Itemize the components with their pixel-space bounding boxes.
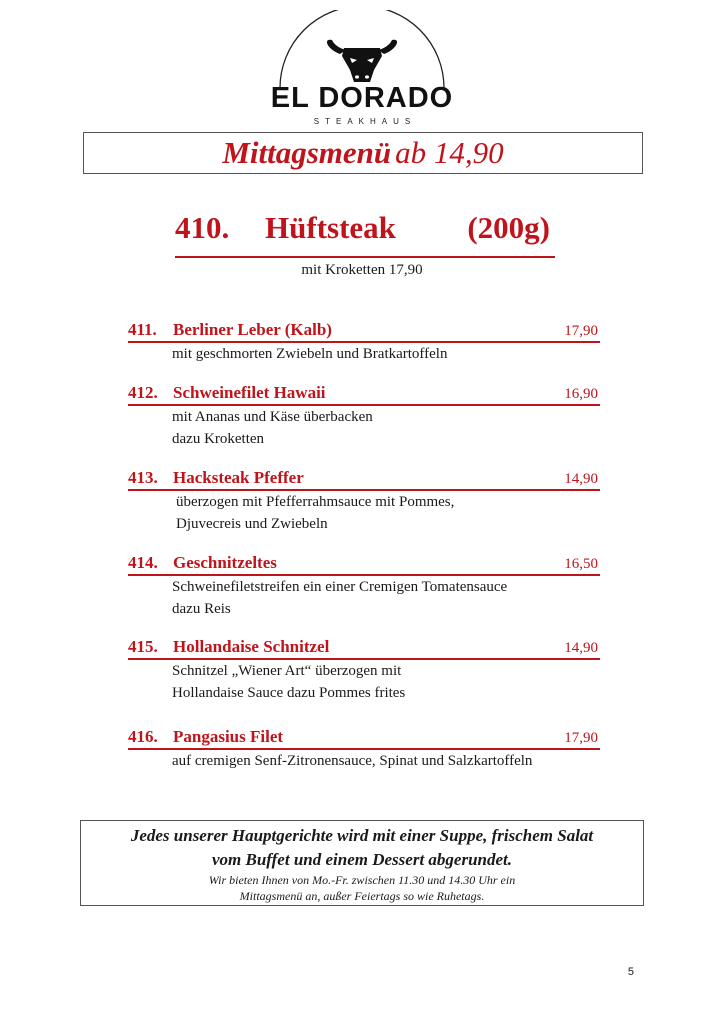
hero-dish-number: 410.	[175, 210, 230, 245]
footer-note-box	[80, 820, 644, 906]
menu-title-box	[83, 132, 643, 174]
menu-item-price: 16,50	[564, 556, 598, 572]
menu-item-price: 14,90	[564, 471, 598, 487]
menu-item-name: Schweinefilet Hawaii	[173, 383, 326, 402]
menu-item-description: überzogen mit Pfefferrahmsauce mit Pommes,	[176, 494, 455, 510]
menu-item	[128, 634, 600, 704]
menu-item-description: Hollandaise Sauce dazu Pommes frites	[172, 685, 406, 701]
logo-subtitle: STEAKHAUS	[313, 117, 417, 126]
menu-item-heading	[128, 634, 600, 660]
menu-item-price: 17,90	[564, 323, 598, 339]
restaurant-logo	[0, 0, 724, 135]
bull-head-icon	[262, 10, 462, 90]
menu-item	[128, 380, 600, 450]
menu-title: Mittagsmenü	[222, 135, 392, 170]
menu-item-price: 16,90	[564, 386, 598, 402]
menu-item-heading	[128, 724, 600, 750]
hero-dish-name: Hüftsteak	[265, 210, 396, 245]
menu-item-description: mit geschmorten Zwiebeln und Bratkartoffeln	[172, 346, 448, 362]
menu-item-description: mit Ananas und Käse überbacken	[172, 409, 373, 425]
footer-note-line: vom Buffet und einem Dessert abgerundet.	[211, 850, 513, 869]
footer-note-line: Jedes unserer Hauptgerichte wird mit einer Suppe, frischem Salat	[130, 826, 594, 845]
hero-dish-heading	[175, 210, 555, 258]
menu-item-name: Hollandaise Schnitzel	[173, 637, 330, 656]
menu-item-description: Djuvecreis und Zwiebeln	[176, 516, 328, 532]
menu-item-number: 412.	[128, 383, 158, 402]
page-number: 5	[627, 966, 634, 978]
footer-note-small: Wir bieten Ihnen von Mo.-Fr. zwischen 11.30 und 14.30 Uhr ein	[208, 873, 516, 887]
menu-item	[128, 465, 600, 535]
hero-dish-size: (200g)	[467, 210, 550, 245]
menu-item-price: 14,90	[564, 640, 598, 656]
menu-item-heading	[128, 465, 600, 491]
menu-item-description: dazu Kroketten	[172, 431, 265, 447]
menu-item-number: 413.	[128, 468, 158, 487]
menu-item-description: Schweinefiletstreifen ein einer Cremigen Tomatensauce	[172, 579, 508, 595]
menu-item-price: 17,90	[564, 730, 598, 746]
menu-item-description: Schnitzel „Wiener Art“ überzogen mit	[172, 663, 402, 679]
menu-item-name: Geschnitzeltes	[173, 553, 277, 572]
footer-note-small: Mittagsmenü an, außer Feiertags so wie Ruhetags.	[239, 889, 485, 903]
menu-item-name: Pangasius Filet	[173, 727, 284, 746]
menu-item-name: Hacksteak Pfeffer	[173, 468, 304, 487]
logo-name: EL DORADO	[270, 82, 454, 114]
menu-item-number: 411.	[128, 320, 157, 339]
menu-item	[128, 550, 600, 620]
menu-item-description: auf cremigen Senf-Zitronensauce, Spinat und Salzkartoffeln	[172, 753, 533, 769]
menu-item-description: dazu Reis	[172, 601, 231, 617]
menu-item	[128, 724, 600, 772]
menu-item	[128, 317, 600, 365]
menu-title-price: ab 14,90	[395, 135, 504, 170]
menu-item-heading	[128, 317, 600, 343]
menu-item-number: 416.	[128, 727, 158, 746]
menu-item-number: 415.	[128, 637, 158, 656]
menu-item-heading	[128, 550, 600, 576]
menu-item-number: 414.	[128, 553, 158, 572]
menu-item-name: Berliner Leber (Kalb)	[173, 320, 332, 339]
hero-dish-description: mit Kroketten 17,90	[301, 262, 423, 278]
menu-item-heading	[128, 380, 600, 406]
